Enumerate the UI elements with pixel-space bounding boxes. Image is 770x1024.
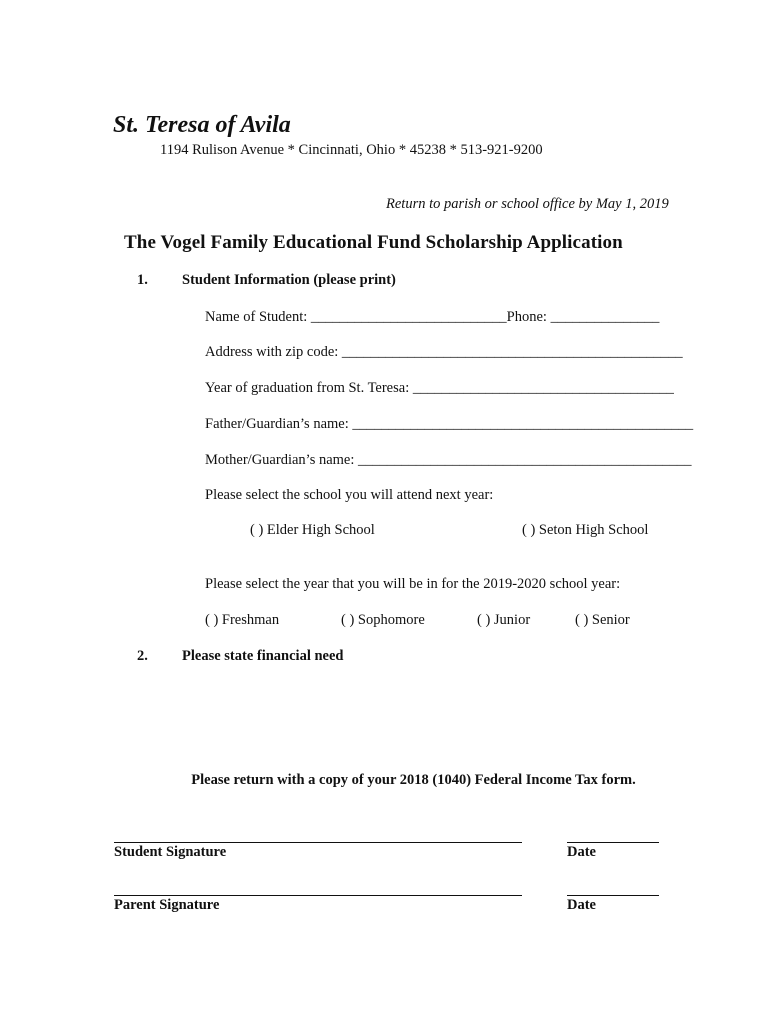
parent-signature-line[interactable] bbox=[114, 895, 522, 896]
address-field[interactable]: Address with zip code: _______________________________________________ bbox=[205, 344, 683, 360]
parish-address: 1194 Rulison Avenue * Cincinnati, Ohio * 45238 * 513-921-9200 bbox=[160, 142, 543, 158]
graduation-year-field[interactable]: Year of graduation from St. Teresa: ____________________________________ bbox=[205, 380, 674, 396]
year-option-freshman[interactable]: ( ) Freshman bbox=[205, 612, 280, 628]
school-prompt: Please select the school you will attend next year: bbox=[205, 487, 494, 503]
student-date-line[interactable] bbox=[567, 842, 659, 843]
financial-need-area[interactable] bbox=[182, 672, 712, 762]
parent-date-label: Date bbox=[567, 897, 596, 913]
parish-name: St. Teresa of Avila bbox=[113, 112, 291, 138]
tax-form-note: Please return with a copy of your 2018 (1040) Federal Income Tax form. bbox=[191, 772, 636, 788]
parent-signature-label: Parent Signature bbox=[114, 897, 220, 913]
section-2-number: 2. bbox=[137, 648, 148, 664]
parent-date-line[interactable] bbox=[567, 895, 659, 896]
school-option-seton[interactable]: ( ) Seton High School bbox=[522, 522, 649, 538]
student-signature-line[interactable] bbox=[114, 842, 522, 843]
year-option-junior[interactable]: ( ) Junior bbox=[477, 612, 531, 628]
father-guardian-field[interactable]: Father/Guardian’s name: _______________________________________________ bbox=[205, 416, 694, 432]
student-signature-label: Student Signature bbox=[114, 844, 227, 860]
section-2-heading: Please state financial need bbox=[182, 648, 344, 664]
section-1-heading: Student Information (please print) bbox=[182, 272, 396, 288]
year-prompt: Please select the year that you will be in for the 2019-2020 school year: bbox=[205, 576, 621, 592]
section-1-number: 1. bbox=[137, 272, 148, 288]
year-option-sophomore[interactable]: ( ) Sophomore bbox=[341, 612, 425, 628]
student-name-phone-field[interactable]: Name of Student: ___________________________Phone: _______________ bbox=[205, 309, 660, 325]
year-option-senior[interactable]: ( ) Senior bbox=[575, 612, 630, 628]
form-title: The Vogel Family Educational Fund Scholarship Application bbox=[124, 232, 623, 253]
school-option-elder[interactable]: ( ) Elder High School bbox=[250, 522, 375, 538]
student-date-label: Date bbox=[567, 844, 596, 860]
mother-guardian-field[interactable]: Mother/Guardian’s name: ______________________________________________ bbox=[205, 452, 692, 468]
return-deadline-note: Return to parish or school office by May 1, 2019 bbox=[386, 196, 669, 212]
